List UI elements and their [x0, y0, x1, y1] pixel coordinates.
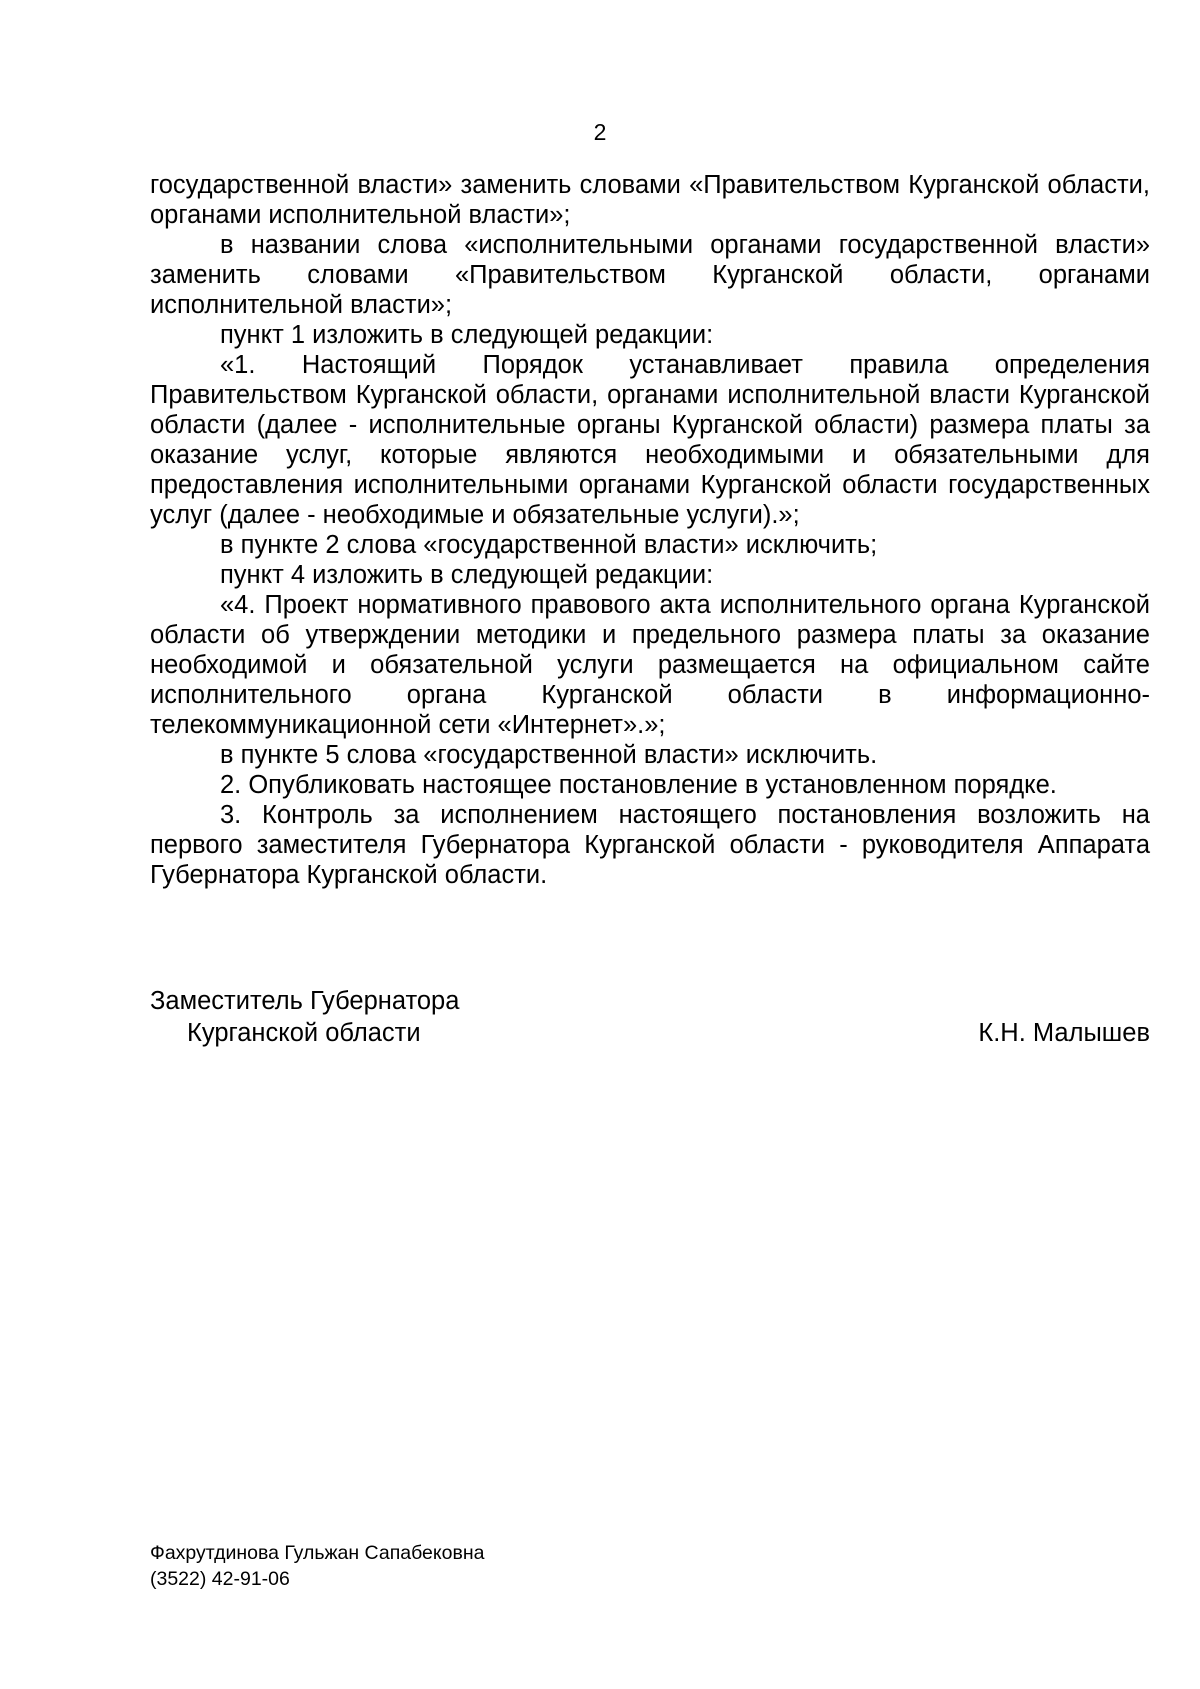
signatory-title-line1: Заместитель Губернатора	[150, 987, 460, 1015]
paragraph-item1-text: «1. Настоящий Порядок устанавливает правила определения Правительством Курганской области, органами исполнительной власти Курганской области (далее - исполнительные органы Курганской области) размера платы за оказание услуг, которые являются необходимыми и обязательными для предоставления исполнительными органами Курганской области государственных услуг (далее - необходимые и обязательные услуги).»;	[150, 351, 1150, 529]
paragraph-publish: 2. Опубликовать настоящее постановление в установленном порядке.	[220, 771, 1057, 799]
executor-phone: (3522) 42-91-06	[150, 1568, 290, 1590]
paragraph-item4-intro: пункт 4 изложить в следующей редакции:	[220, 561, 714, 589]
paragraph-control: 3. Контроль за исполнением настоящего постановления возложить на первого заместителя Губернатора Курганской области - руководителя Аппарата Губернатора Курганской области.	[150, 801, 1150, 889]
paragraph-item2-amendment: в пункте 2 слова «государственной власти» исключить;	[220, 531, 878, 559]
page-number: 2	[593, 119, 607, 145]
signature-block	[150, 985, 1150, 1049]
document-body	[150, 170, 1150, 890]
paragraph-title-amendment: в названии слова «исполнительными органами государственной власти» заменить словами «Правительством Курганской области, органами исполнительной власти»;	[150, 231, 1150, 319]
executor-info	[150, 1540, 484, 1592]
executor-name: Фахрутдинова Гульжан Сапабековна	[150, 1542, 485, 1564]
paragraph-item5-amendment: в пункте 5 слова «государственной власти» исключить.	[220, 741, 878, 769]
signatory-title-line2: Курганской области	[187, 1019, 421, 1047]
signatory-name: К.Н. Малышев	[978, 1019, 1150, 1047]
paragraph-item1-intro: пункт 1 изложить в следующей редакции:	[220, 321, 714, 349]
paragraph-continuation: государственной власти» заменить словами «Правительством Курганской области, органами исполнительной власти»;	[150, 171, 1150, 229]
paragraph-item4-text: «4. Проект нормативного правового акта исполнительного органа Курганской области об утверждении методики и предельного размера платы за оказание необходимой и обязательной услуги размещается на официальном сайте исполнительного органа Курганской области в информационно-телекоммуникационной сети «Интернет».»;	[150, 591, 1150, 739]
